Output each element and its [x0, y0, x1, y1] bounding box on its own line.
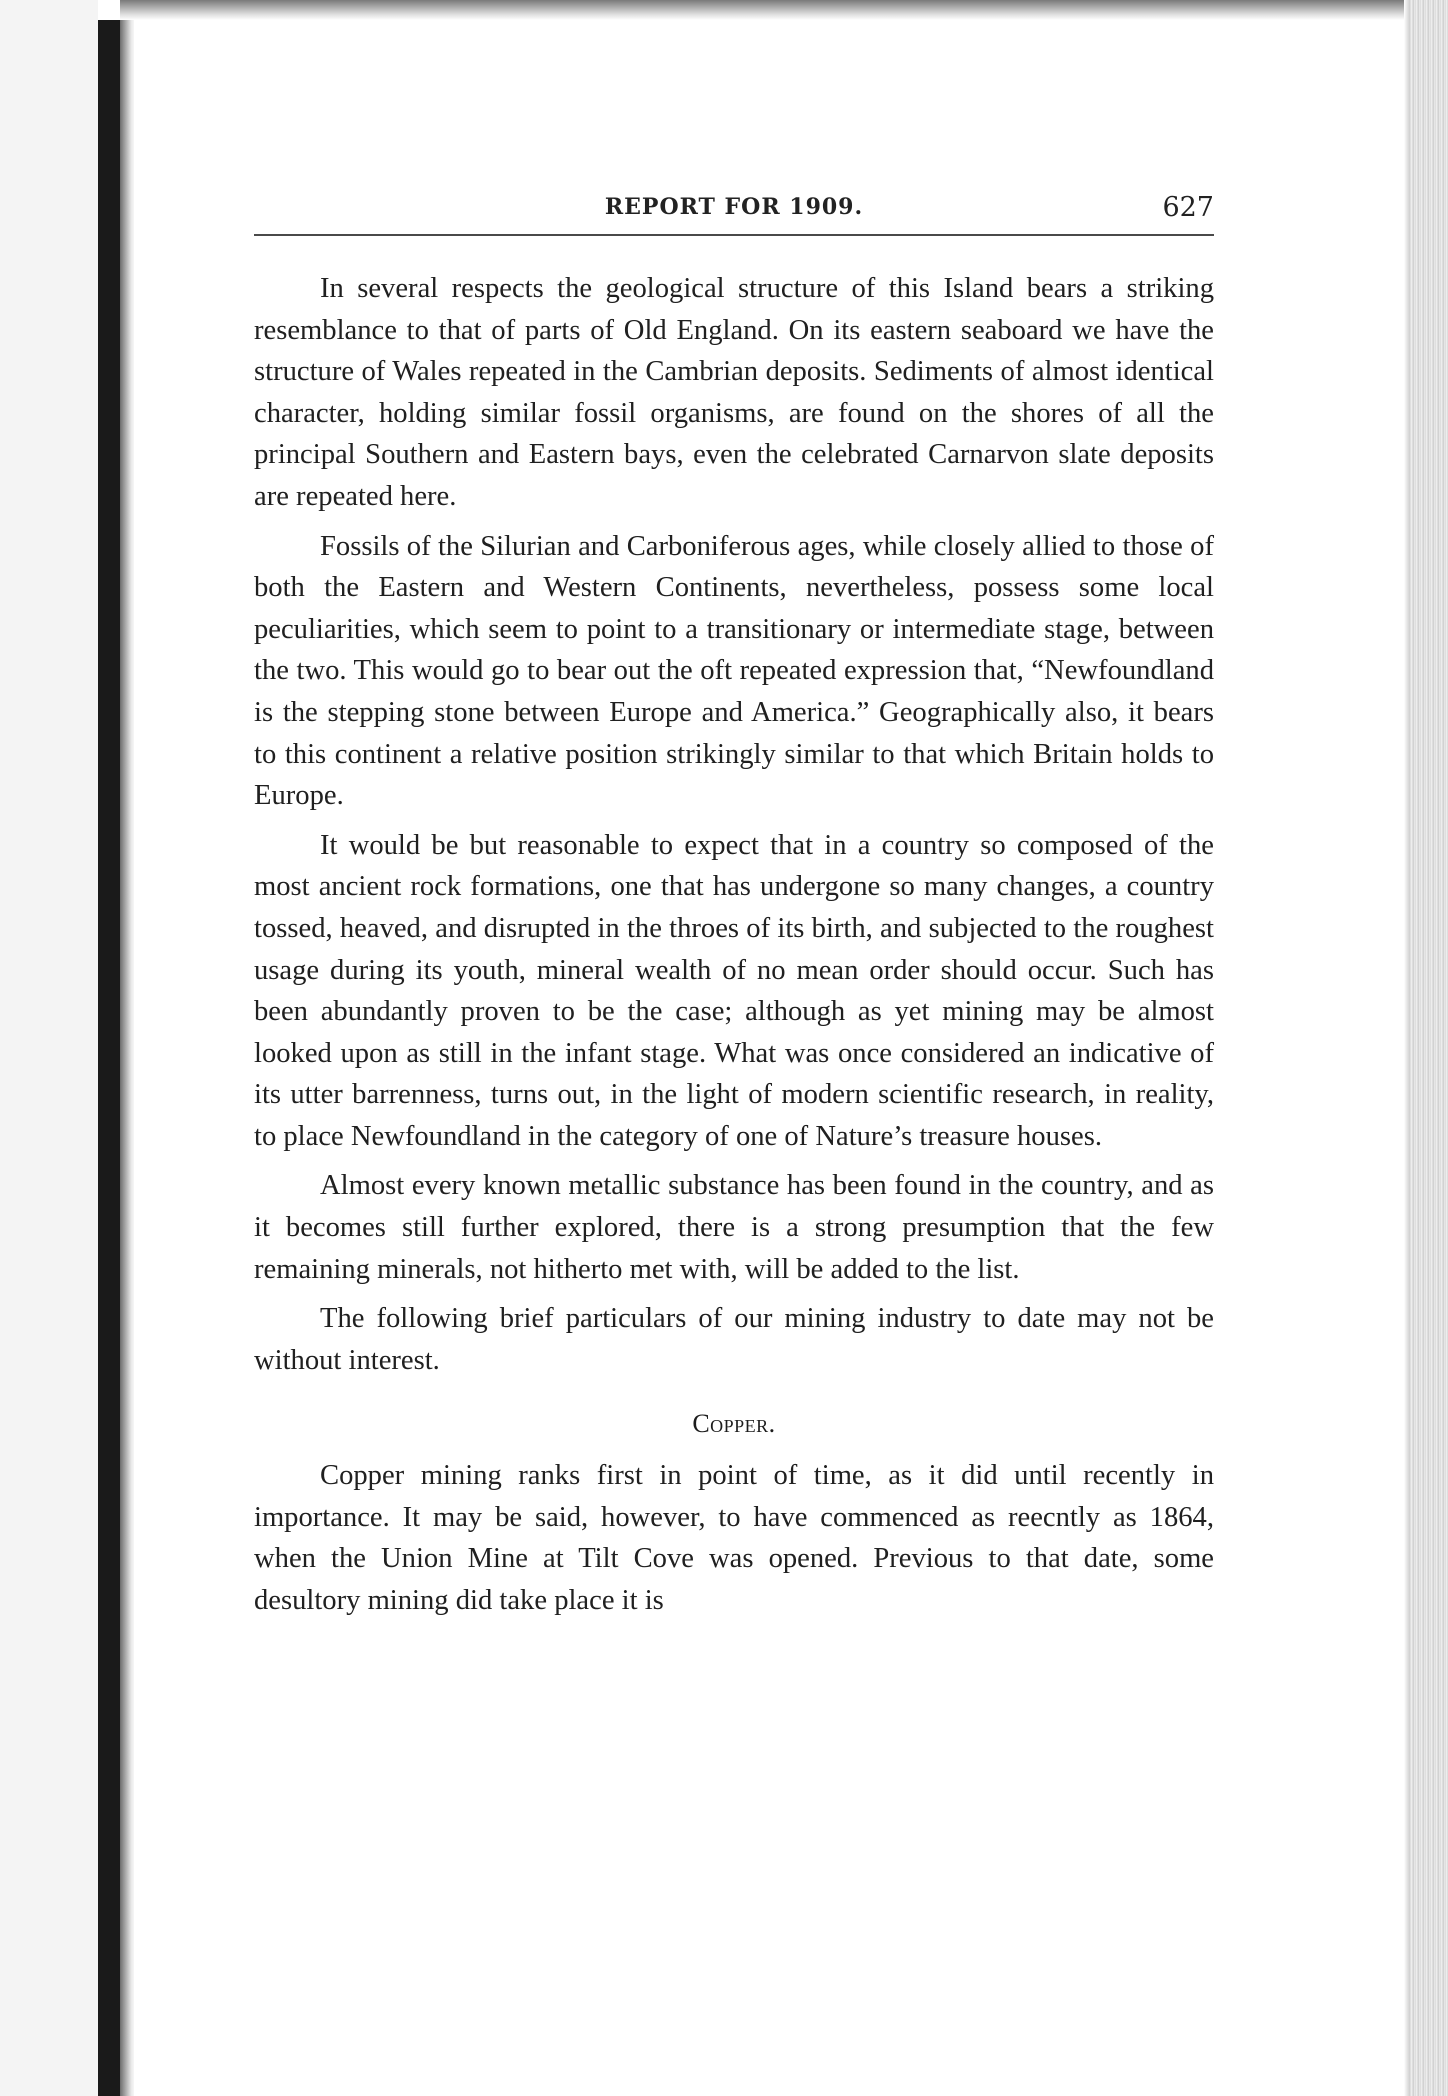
binding-shadow: [120, 20, 134, 2096]
paragraph: The following brief particulars of our mining industry to date may not be without interest.: [254, 1303, 1214, 1376]
running-head: [254, 190, 1214, 238]
page-stack: [1410, 0, 1448, 2096]
facing-page-edge: [0, 0, 98, 2096]
paragraph: Fossils of the Silurian and Carboniferous ages, while closely allied to those of both the Eastern and Western Continents, nevertheless, possess some local peculiarities, which seem to point to a transitionary or intermediate stage, between the two. This would go to bear out the oft repeated expression that, “Newfoundland is the stepping stone between Europe and America.” Geographically also, it bears to this continent a relative position strikingly similar to that which Britain holds to Europe.: [254, 530, 1214, 812]
page-top-edge: [120, 0, 1410, 20]
paragraph: Almost every known metallic substance has been found in the country, and as it becomes still further explored, there is a strong presumption that the few remaining minerals, not hitherto met with, will be added to the list.: [254, 1170, 1214, 1285]
section-paragraph: Copper mining ranks first in point of time, as it did until recently in importance. It may be said, however, to have commenced as reecntly as 1864, when the Union Mine at Tilt Cove was opened. Previous to that date, some desultory mining did take place it is: [254, 1460, 1214, 1616]
page-number: 627: [1162, 192, 1214, 223]
book-binding: [98, 20, 120, 2096]
section-heading: Copper.: [692, 1409, 776, 1439]
paragraph: It would be but reasonable to expect that in a country so composed of the most ancient rock formations, one that has undergone so many changes, a country tossed, heaved, and disrupted in the throes of its birth, and subjected to the roughest usage during its youth, mineral wealth of no mean order should occur. Such has been abundantly proven to be the case; although as yet mining may be almost looked upon as still in the infant stage. What was once considered an indicative of its utter barrenness, turns out, in the light of modern scientific research, in reality, to place Newfoundland in the category of one of Nature’s treasure houses.: [254, 829, 1214, 1152]
body-text: [254, 268, 1214, 1621]
header-rule: [254, 234, 1214, 236]
running-title: REPORT FOR 1909.: [604, 194, 864, 220]
paragraph: In several respects the geological structure of this Island bears a striking resemblance to that of parts of Old England. On its eastern seaboard we have the structure of Wales repeated in the Cambrian deposits. Sediments of almost identical character, holding similar fossil organisms, are found on the shores of all the principal Southern and Eastern bays, even the celebrated Carnarvon slate deposits are repeated here.: [254, 273, 1214, 512]
page-content: [254, 190, 1214, 1629]
